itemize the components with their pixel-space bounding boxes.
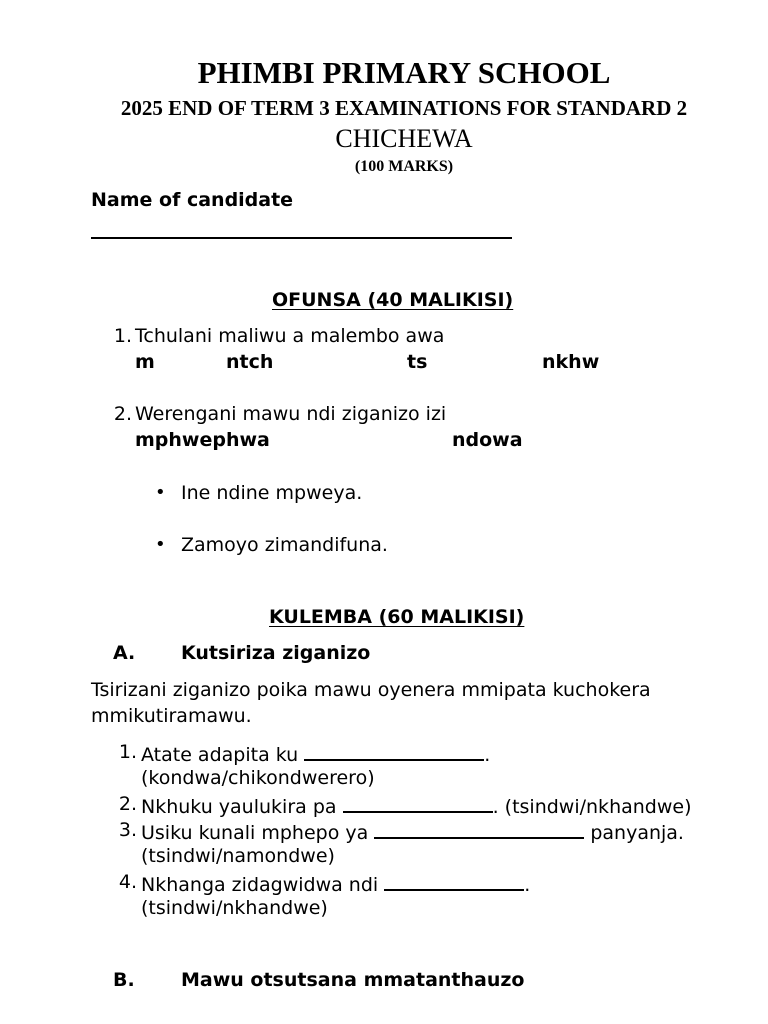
part-a-instruction-cont: mmikutiramawu. (91, 705, 252, 727)
school-name: PHIMBI PRIMARY SCHOOL (197, 55, 611, 90)
item-4-options: (tsindwi/nkhandwe) (141, 897, 328, 919)
part-a-instruction: Tsirizani ziganizo poika mawu oyenera mmipata kuchokera (91, 679, 651, 701)
q1-sound-3: ts (407, 351, 428, 373)
candidate-name-label: Name of candidate (91, 189, 294, 211)
item-3-text: Usiku kunali mphepo ya (141, 822, 369, 844)
item-3-blank[interactable] (374, 819, 584, 839)
item-4-blank[interactable] (384, 871, 524, 891)
exam-title: 2025 END OF TERM 3 EXAMINATIONS FOR STANDARD 2 (120, 96, 688, 120)
q1-number: 1. (113, 325, 132, 347)
q2-word-1: mphwephwa (135, 429, 270, 451)
item-1-options: (kondwa/chikondwerero) (141, 767, 375, 789)
q2-text: Werengani mawu ndi ziganizo izi (135, 403, 447, 425)
item-1-sentence (141, 741, 490, 766)
item-4-sentence (141, 871, 530, 896)
q2-word-2: ndowa (452, 429, 523, 451)
item-2-blank[interactable] (343, 793, 493, 813)
item-1-end: . (484, 744, 491, 766)
item-3-options: (tsindwi/namondwe) (141, 845, 335, 867)
part-a-title: Kutsiriza ziganizo (181, 642, 371, 664)
item-1-text: Atate adapita ku (141, 744, 299, 766)
bullet-icon: • (155, 534, 166, 555)
section-ofunsa-title: OFUNSA (40 MALIKISI) (272, 289, 514, 311)
bullet-icon: • (155, 482, 166, 503)
item-4-text: Nkhanga zidagwidwa ndi (141, 874, 379, 896)
subject-title: CHICHEWA (335, 124, 473, 153)
bullet-sentence-1: Ine ndine mpweya. (181, 482, 363, 504)
q1-sound-4: nkhw (542, 351, 600, 373)
part-a-letter: A. (113, 642, 136, 664)
q1-text: Tchulani maliwu a malembo awa (135, 325, 445, 347)
bullet-sentence-2: Zamoyo zimandifuna. (181, 534, 388, 556)
q1-sound-1: m (135, 351, 155, 373)
item-3-sentence (141, 819, 684, 844)
section-kulemba-title: KULEMBA (60 MALIKISI) (269, 606, 525, 628)
part-b-title: Mawu otsutsana mmatanthauzo (181, 969, 525, 991)
q2-number: 2. (113, 403, 132, 425)
item-3-number: 3. (118, 819, 137, 841)
candidate-name-line[interactable] (91, 237, 512, 239)
item-4-end: . (524, 874, 531, 896)
item-1-number: 1. (118, 741, 137, 763)
part-b-letter: B. (113, 969, 135, 991)
item-3-end: panyanja. (584, 822, 684, 844)
q1-sound-2: ntch (226, 351, 274, 373)
item-2-text: Nkhuku yaulukira pa (141, 796, 337, 818)
item-4-number: 4. (118, 871, 137, 893)
item-1-blank[interactable] (304, 741, 484, 761)
item-2-end: . (tsindwi/nkhandwe) (492, 796, 692, 818)
total-marks: (100 MARKS) (354, 158, 454, 175)
item-2-sentence (141, 793, 692, 818)
item-2-number: 2. (118, 793, 137, 815)
